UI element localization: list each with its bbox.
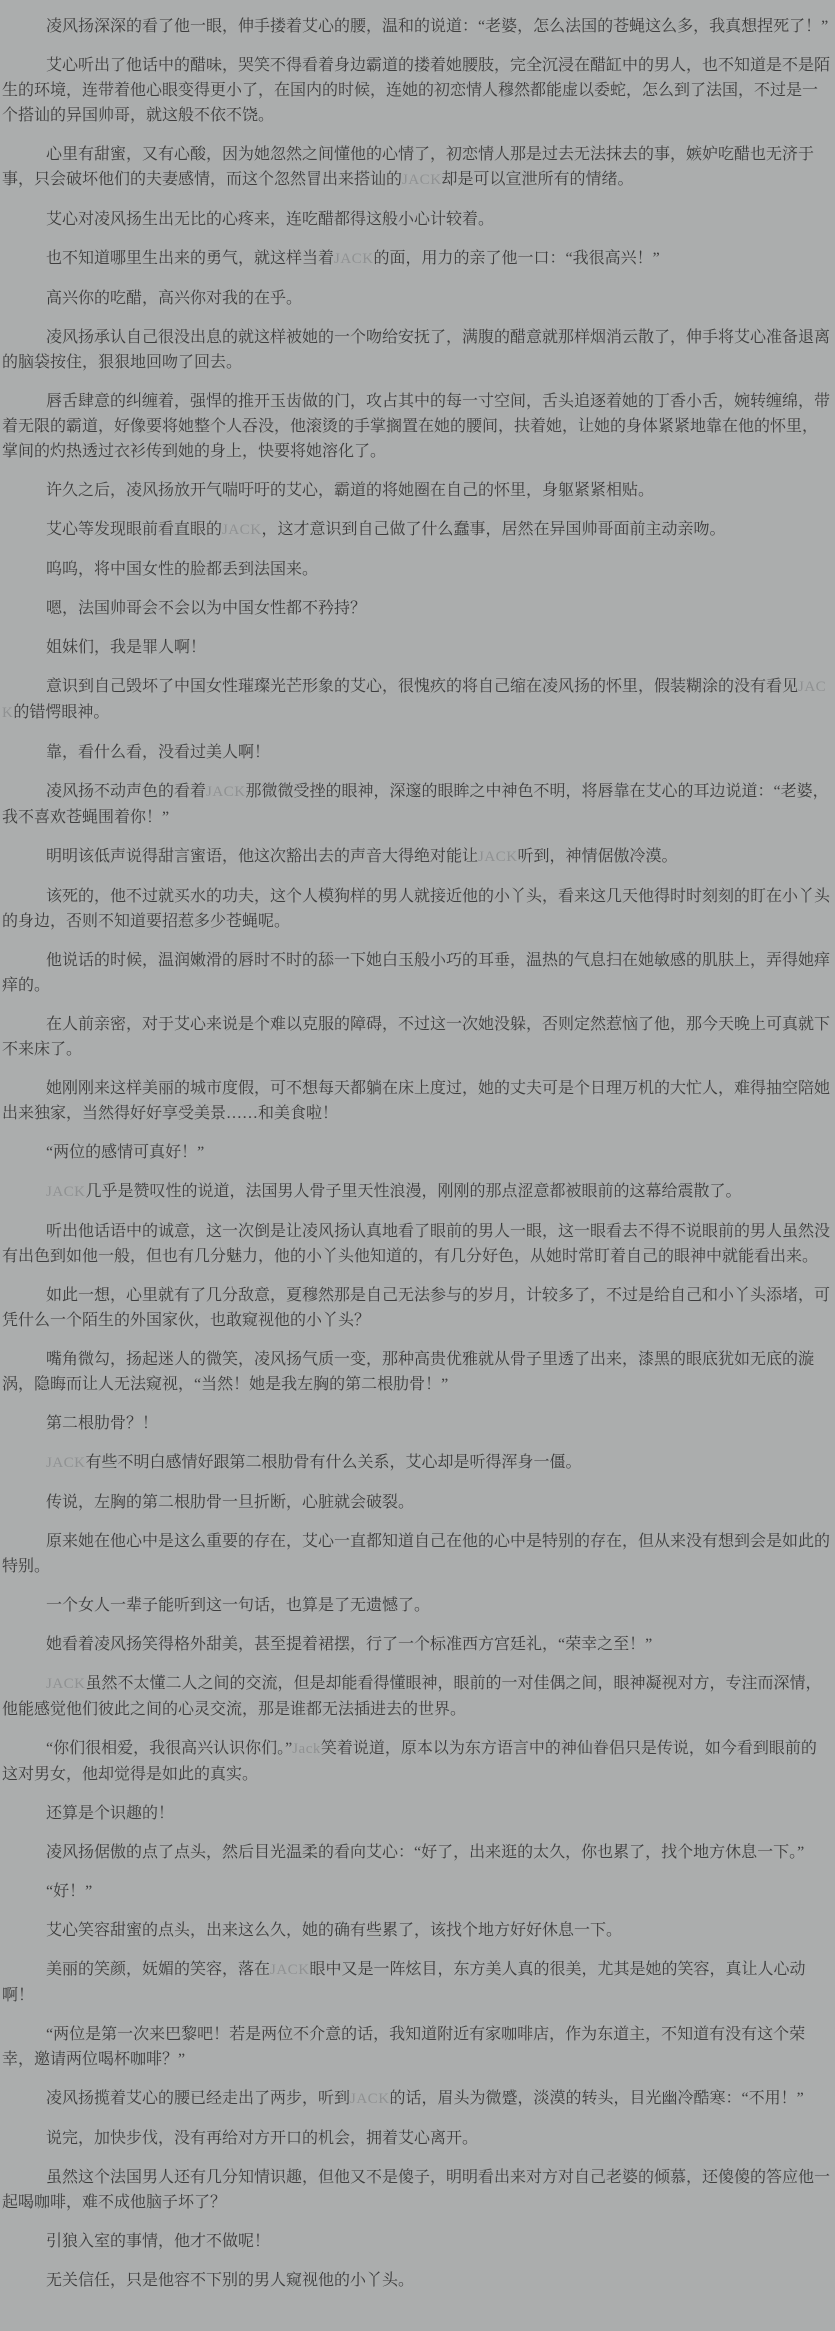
paragraph: 该死的，他不过就买水的功夫，这个人模狗样的男人就接近他的小丫头，看来这几天他得时时刻刻的盯在小丫头的身边，否则不知道要招惹多少苍蝇呢。 [2, 888, 831, 930]
character-name-latin: JACK [478, 849, 518, 865]
paragraph: 无关信任，只是他容不下别的男人窥视他的小丫头。 [46, 2272, 415, 2289]
paragraph: 嘴角微勾，扬起迷人的微笑，凌风扬气质一变，那种高贵优雅就从骨子里透了出来，漆黑的眼底犹如无底的漩涡，隐晦而让人无法窥视，“当然！她是我左胸的第二根肋骨！” [2, 1351, 815, 1393]
paragraph: 引狼入室的事情，他才不做呢！ [46, 2233, 271, 2250]
paragraph: 说完，加快步伐，没有再给对方开口的机会，拥着艾心离开。 [46, 2130, 479, 2147]
paragraph: JACK虽然不太懂二人之间的交流，但是却能看得懂眼神，眼前的一对佳偶之间，眼神凝视对方，专注而深情，他能感觉他们彼此之间的心灵交流，那是谁都无法插进去的世界。 [2, 1675, 822, 1718]
paragraph: 唇舌肆意的纠缠着，强悍的推开玉齿做的门，攻占其中的每一寸空间，舌头追逐着她的丁香小舌，婉转缠绵，带着无限的霸道，好像要将她整个人吞没，他滚烫的手掌搁置在她的腰间，扶着她，让她的身体紧紧地靠在他的怀里，掌间的灼热透过衣衫传到她的身上，快要将她溶化了。 [2, 393, 831, 460]
paragraph: 传说，左胸的第二根肋骨一旦折断，心脏就会破裂。 [46, 1494, 415, 1511]
character-name-latin: JACK [46, 1184, 86, 1200]
paragraph: 嗯，法国帅哥会不会以为中国女性都不矜持？ [46, 600, 367, 617]
paragraph: JACK几乎是赞叹性的说道，法国男人骨子里天性浪漫，刚刚的那点涩意都被眼前的这幕给震散了。 [46, 1183, 742, 1200]
paragraph: 靠，看什么看，没看过美人啊！ [46, 744, 271, 761]
paragraph: 虽然这个法国男人还有几分知情识趣，但他又不是傻子，明明看出来对方对自己老婆的倾慕，还傻傻的答应他一起喝咖啡，难不成他脑子坏了？ [2, 2169, 831, 2211]
character-name-latin: JACK [350, 2091, 390, 2107]
paragraph: “你们很相爱，我很高兴认识你们。”Jack笑着说道，原本以为东方语言中的神仙眷侣只是传说，如今看到眼前的这对男女，他却觉得是如此的真实。 [2, 1740, 817, 1783]
paragraph: 凌风扬倨傲的点了点头，然后目光温柔的看向艾心：“好了，出来逛的太久，你也累了，找个地方休息一下。” [46, 1844, 805, 1861]
character-name-latin: JACK [206, 784, 246, 800]
paragraph: 也不知道哪里生出来的勇气，就这样当着JACK的面，用力的亲了他一口：“我很高兴！” [46, 250, 660, 267]
paragraph: 姐妹们，我是罪人啊！ [46, 639, 207, 656]
paragraph: 凌风扬承认自己很没出息的就这样被她的一个吻给安抚了，满腹的醋意就那样烟消云散了，伸手将艾心准备退离的脑袋按住，狠狠地回吻了回去。 [2, 329, 831, 371]
paragraph: 呜呜，将中国女性的脸都丢到法国来。 [46, 561, 319, 578]
paragraph: 第二根肋骨？！ [46, 1415, 159, 1432]
paragraph: 如此一想，心里就有了几分敌意，夏穆然那是自己无法参与的岁月，计较多了，不过是给自己和小丫头添堵，可凭什么一个陌生的外国家伙，也敢窥视他的小丫头？ [2, 1287, 831, 1329]
paragraph: 美丽的笑颜，妩媚的笑容，落在JACK眼中又是一阵炫目，东方美人真的很美，尤其是她的笑容，真让人心动啊！ [2, 1961, 806, 2004]
paragraph: 在人前亲密，对于艾心来说是个难以克服的障碍，不过这一次她没躲，否则定然惹恼了他，那今天晚上可真就下不来床了。 [2, 1016, 831, 1058]
paragraph: 原来她在他心中是这么重要的存在，艾心一直都知道自己在他的心中是特别的存在，但从来没有想到会是如此的特别。 [2, 1533, 831, 1575]
character-name-latin: JACK [46, 1676, 86, 1692]
paragraph: 一个女人一辈子能听到这一句话，也算是了无遗憾了。 [46, 1597, 431, 1614]
paragraph: 艾心等发现眼前看直眼的JACK，这才意识到自己做了什么蠢事，居然在异国帅哥面前主动亲吻。 [46, 521, 726, 538]
paragraph: 明明该低声说得甜言蜜语，他这次豁出去的声音大得绝对能让JACK听到，神情倨傲冷漠。 [46, 848, 678, 865]
paragraph: “两位的感情可真好！” [46, 1144, 205, 1161]
paragraph: 许久之后，凌风扬放开气喘吁吁的艾心，霸道的将她圈在自己的怀里，身躯紧紧相贴。 [46, 482, 655, 499]
character-name-latin: JACK [2, 679, 827, 721]
paragraph: 听出他话语中的诚意，这一次倒是让凌风扬认真地看了眼前的男人一眼，这一眼看去不得不说眼前的男人虽然没有出色到如他一般，但也有几分魅力，他的小丫头他知道的，有几分好色，从她时常盯着自己的眼神中就能看出来。 [2, 1223, 831, 1265]
paragraph: 艾心对凌风扬生出无比的心疼来，连吃醋都得这般小心计较着。 [46, 211, 495, 228]
character-name-latin: JACK [270, 1962, 310, 1978]
character-name-latin: JACK [402, 172, 442, 188]
paragraph: 凌风扬不动声色的看着JACK那微微受挫的眼神，深邃的眼眸之中神色不明，将唇靠在艾心的耳边说道：“老婆，我不喜欢苍蝇围着你！” [2, 783, 829, 826]
paragraph: “两位是第一次来巴黎吧！若是两位不介意的话，我知道附近有家咖啡店，作为东道主，不知道有没有这个荣幸，邀请两位喝杯咖啡？” [2, 2026, 806, 2068]
paragraph: “好！” [46, 1883, 93, 1900]
character-name-latin: JACK [222, 522, 262, 538]
paragraph: 艾心听出了他话中的醋味，哭笑不得看着身边霸道的搂着她腰肢，完全沉浸在醋缸中的男人，也不知道是不是陌生的环境，连带着他心眼变得更小了，在国内的时候，连她的初恋情人穆然都能虚以委蛇，怎么到了法国，不过是一个搭讪的异国帅哥，就这般不依不饶。 [2, 57, 831, 124]
paragraph: 心里有甜蜜，又有心酸，因为她忽然之间懂他的心情了，初恋情人那是过去无法抹去的事，嫉妒吃醋也无济于事，只会破坏他们的夫妻感情，而这个忽然冒出来搭讪的JACK却是可以宣泄所有的情绪。 [2, 146, 815, 188]
paragraph: JACK有些不明白感情好跟第二根肋骨有什么关系，艾心却是听得浑身一僵。 [46, 1454, 582, 1471]
paragraph: 凌风扬揽着艾心的腰已经走出了两步，听到JACK的话，眉头为微蹙，淡漠的转头，目光幽冷酷寒：“不用！” [46, 2090, 804, 2107]
paragraph: 她看着凌风扬笑得格外甜美，甚至提着裙摆，行了一个标准西方宫廷礼，“荣幸之至！” [46, 1636, 653, 1653]
paragraph: 还算是个识趣的！ [46, 1805, 175, 1822]
paragraph: 她刚刚来这样美丽的城市度假，可不想每天都躺在床上度过，她的丈夫可是个日理万机的大忙人，难得抽空陪她出来独家，当然得好好享受美景……和美食啦！ [2, 1080, 831, 1122]
paragraph: 他说话的时候，温润嫩滑的唇时不时的舔一下她白玉般小巧的耳垂，温热的气息扫在她敏感的肌肤上，弄得她痒痒的。 [2, 952, 831, 994]
paragraph: 高兴你的吃醋，高兴你对我的在乎。 [46, 290, 303, 307]
paragraph: 艾心笑容甜蜜的点头，出来这么久，她的确有些累了，该找个地方好好休息一下。 [46, 1922, 623, 1939]
paragraph: 意识到自己毁坏了中国女性璀璨光芒形象的艾心，很愧疚的将自己缩在凌风扬的怀里，假装糊涂的没有看见JACK的错愕眼神。 [2, 678, 827, 721]
character-name-latin: JACK [334, 251, 374, 267]
character-name-latin: JACK [46, 1455, 86, 1471]
character-name-latin: Jack [292, 1741, 321, 1757]
paragraph-container [2, 14, 832, 2293]
paragraph: 凌风扬深深的看了他一眼，伸手搂着艾心的腰，温和的说道：“老婆，怎么法国的苍蝇这么多，我真想捏死了！” [46, 18, 829, 35]
